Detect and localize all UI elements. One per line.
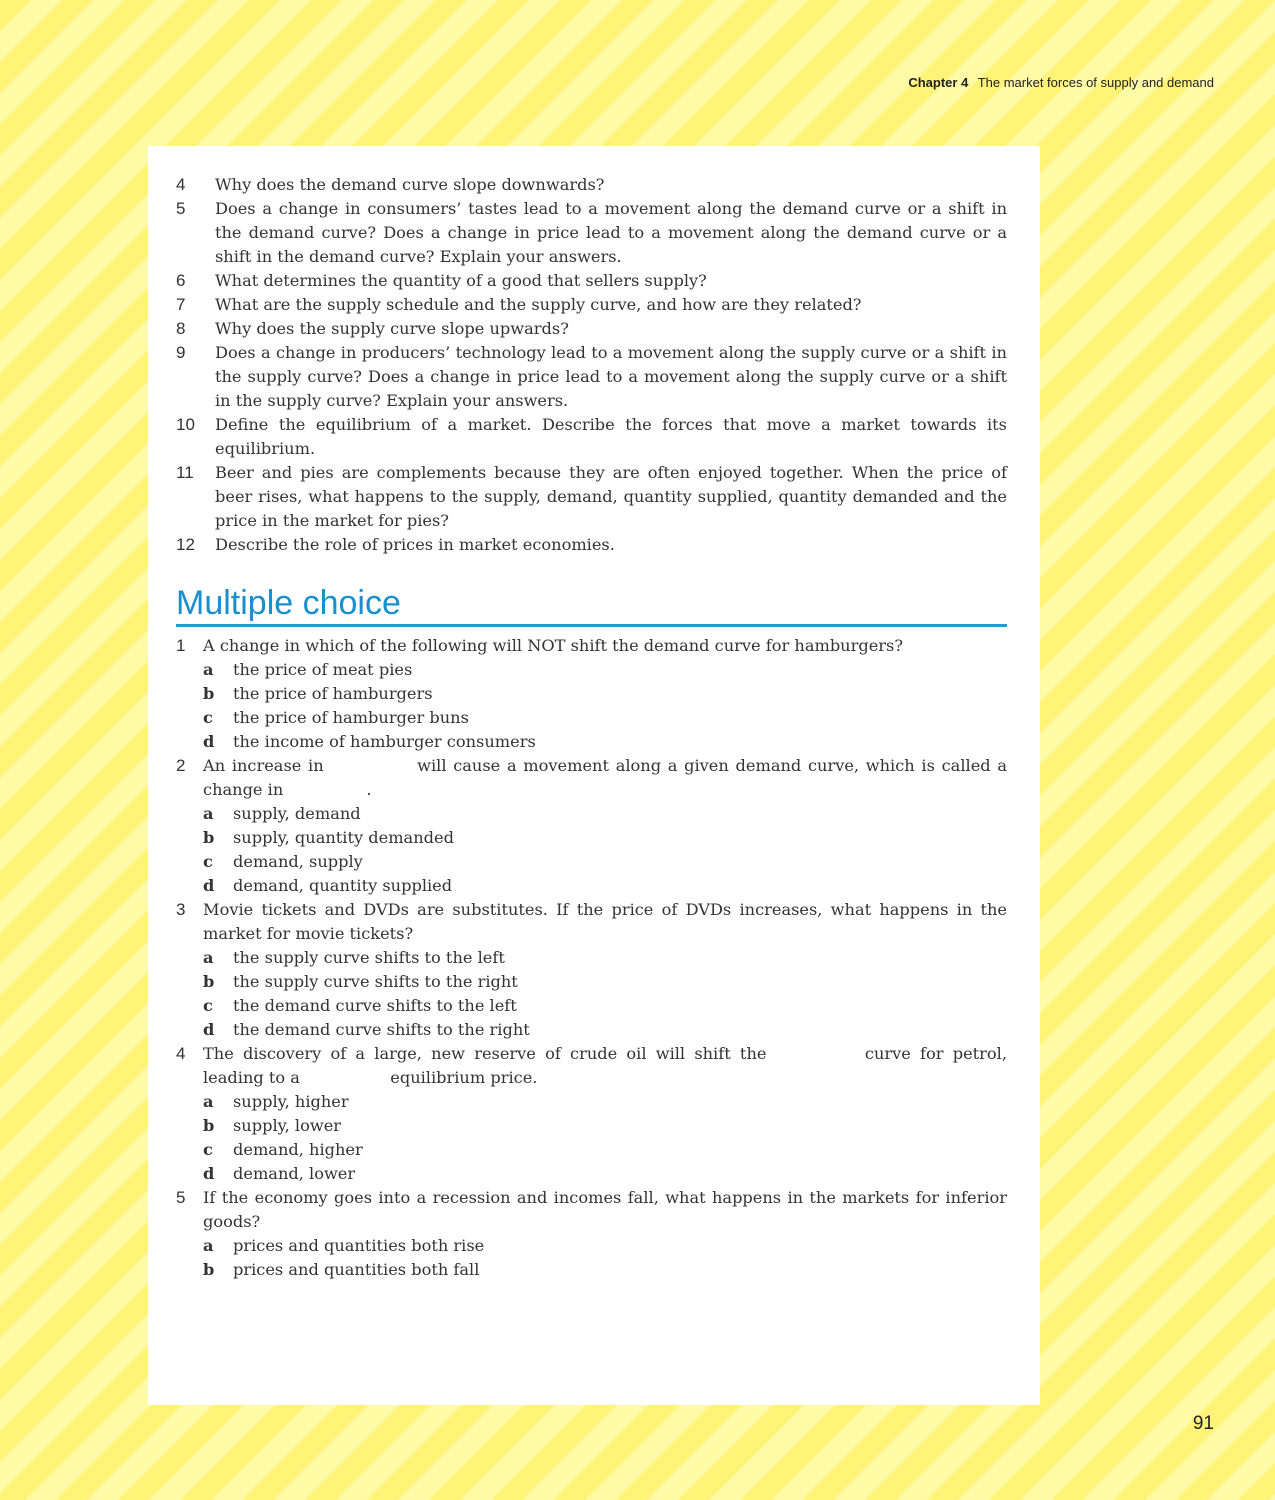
mc-option <box>176 682 1007 706</box>
page-number: 91 <box>1192 1413 1214 1434</box>
question-number: 5 <box>176 199 186 218</box>
option-text: prices and quantities both fall <box>233 1260 480 1279</box>
mc-option <box>176 994 1007 1018</box>
question-text: A change in which of the following will NOT shift the demand curve for hamburgers? <box>203 636 904 655</box>
option-text: the demand curve shifts to the left <box>233 996 517 1015</box>
chapter-label: Chapter 4 <box>908 75 969 90</box>
review-question <box>176 197 1007 269</box>
review-question <box>176 461 1007 533</box>
question-text: If the economy goes into a recession and incomes fall, what happens in the markets for inferior goods? <box>203 1188 1007 1231</box>
question-number: 4 <box>176 1044 186 1063</box>
option-letter: b <box>203 684 215 703</box>
option-letter: b <box>203 828 215 847</box>
page-card <box>148 146 1040 1405</box>
review-question <box>176 173 1007 197</box>
question-text: Why does the supply curve slope upwards? <box>215 319 569 338</box>
mc-option <box>176 802 1007 826</box>
mc-option <box>176 1162 1007 1186</box>
option-letter: b <box>203 1260 215 1279</box>
option-letter: d <box>203 1164 215 1183</box>
mc-option <box>176 1018 1007 1042</box>
mc-option <box>176 658 1007 682</box>
option-text: supply, lower <box>233 1116 342 1135</box>
question-text-part: equilibrium price. <box>390 1068 538 1087</box>
option-text: supply, quantity demanded <box>233 828 454 847</box>
option-text: the price of hamburger buns <box>233 708 469 727</box>
question-text-part: will cause a movement along a given demand curve, which is called a change in <box>203 756 1007 799</box>
option-letter: b <box>203 1116 215 1135</box>
mc-question <box>176 1042 1007 1090</box>
question-number: 4 <box>176 175 186 194</box>
mc-option <box>176 946 1007 970</box>
option-letter: a <box>203 660 214 679</box>
question-number: 2 <box>176 756 186 775</box>
option-letter: d <box>203 876 215 895</box>
option-letter: a <box>203 804 214 823</box>
option-text: supply, demand <box>233 804 361 823</box>
mc-option <box>176 1090 1007 1114</box>
running-header <box>908 75 1214 90</box>
mc-option <box>176 1258 1007 1282</box>
question-number: 7 <box>176 295 186 314</box>
question-number: 9 <box>176 343 186 362</box>
question-text-part: . <box>366 780 372 799</box>
option-text: demand, quantity supplied <box>233 876 453 895</box>
question-text-part: An increase in <box>203 756 324 775</box>
option-text: supply, higher <box>233 1092 349 1111</box>
option-text: the price of hamburgers <box>233 684 433 703</box>
multiple-choice-list <box>176 634 1007 1282</box>
mc-option <box>176 1234 1007 1258</box>
option-text: demand, supply <box>233 852 363 871</box>
mc-option <box>176 1138 1007 1162</box>
mc-option <box>176 1114 1007 1138</box>
question-number: 8 <box>176 319 186 338</box>
mc-option <box>176 970 1007 994</box>
review-question <box>176 269 1007 293</box>
option-letter: a <box>203 1092 214 1111</box>
question-number: 6 <box>176 271 186 290</box>
question-number: 12 <box>176 535 195 554</box>
mc-question <box>176 1186 1007 1234</box>
option-letter: c <box>203 1140 213 1159</box>
option-letter: c <box>203 708 213 727</box>
option-text: the supply curve shifts to the right <box>233 972 518 991</box>
option-text: demand, higher <box>233 1140 363 1159</box>
question-number: 1 <box>176 636 186 655</box>
question-text-part: The discovery of a large, new reserve of crude oil will shift the <box>203 1044 767 1063</box>
review-question <box>176 341 1007 413</box>
page-content <box>176 173 1007 1282</box>
option-letter: d <box>203 1020 215 1039</box>
mc-question <box>176 754 1007 802</box>
question-text: Beer and pies are complements because they are often enjoyed together. When the price of beer rises, what happens to the supply, demand, quantity supplied, quantity demanded and the price in the market for pies? <box>215 463 1007 530</box>
option-text: the demand curve shifts to the right <box>233 1020 530 1039</box>
mc-option <box>176 706 1007 730</box>
mc-option <box>176 730 1007 754</box>
mc-question <box>176 898 1007 946</box>
question-number: 11 <box>176 463 194 482</box>
question-text: What determines the quantity of a good that sellers supply? <box>215 271 707 290</box>
option-letter: c <box>203 852 213 871</box>
question-number: 10 <box>176 415 195 434</box>
question-text: Describe the role of prices in market economies. <box>215 535 615 554</box>
question-text: What are the supply schedule and the supply curve, and how are they related? <box>215 295 862 314</box>
question-number: 3 <box>176 900 186 919</box>
question-number: 5 <box>176 1188 186 1207</box>
section-title: Multiple choice <box>176 583 1007 627</box>
mc-option <box>176 826 1007 850</box>
review-question <box>176 317 1007 341</box>
question-text: Does a change in producers’ technology lead to a movement along the supply curve or a shift in the supply curve? Does a change in price lead to a movement along the supply curve or a shift in the supply curve? Explain your answers. <box>215 343 1007 410</box>
review-question <box>176 293 1007 317</box>
option-text: the price of meat pies <box>233 660 413 679</box>
option-text: demand, lower <box>233 1164 356 1183</box>
option-letter: d <box>203 732 215 751</box>
chapter-title: The market forces of supply and demand <box>977 75 1214 90</box>
mc-question <box>176 634 1007 658</box>
option-text: the income of hamburger consumers <box>233 732 536 751</box>
review-question <box>176 413 1007 461</box>
mc-option <box>176 874 1007 898</box>
option-letter: c <box>203 996 213 1015</box>
option-letter: b <box>203 972 215 991</box>
option-letter: a <box>203 948 214 967</box>
option-text: the supply curve shifts to the left <box>233 948 505 967</box>
question-text: Define the equilibrium of a market. Describe the forces that move a market towards its equilibrium. <box>215 415 1007 458</box>
question-text-part: curve for petrol, leading to a <box>203 1044 1007 1087</box>
review-question <box>176 533 1007 557</box>
option-letter: a <box>203 1236 214 1255</box>
question-text: Does a change in consumers’ tastes lead to a movement along the demand curve or a shift in the demand curve? Does a change in price lead to a movement along the demand curve or a shift in the demand curve? Explain your answers. <box>215 199 1007 266</box>
question-text: Why does the demand curve slope downwards? <box>215 175 605 194</box>
review-questions-list <box>176 173 1007 557</box>
mc-option <box>176 850 1007 874</box>
option-text: prices and quantities both rise <box>233 1236 485 1255</box>
question-text: Movie tickets and DVDs are substitutes. If the price of DVDs increases, what happens in the market for movie tickets? <box>203 900 1007 943</box>
